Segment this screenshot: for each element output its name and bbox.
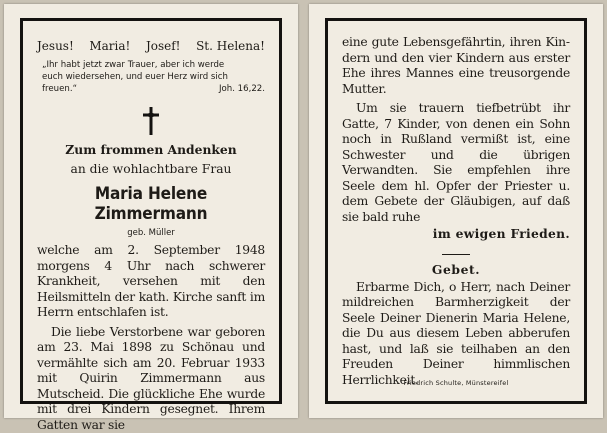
quote-line-1: „Ihr habt jetzt zwar Trauer, aber ich werde (42, 59, 265, 71)
invocation-line (37, 39, 265, 53)
deceased-name: Maria Helene Zimmermann (45, 184, 257, 224)
death-paragraph: welche am 2. September 1948 morgens 4 Uhr nach schwerer Krankheit, versehen mit den Heilsmitteln der kath. Kirche sanft im Herrn entschlafen ist. (37, 243, 265, 321)
left-page-border (20, 18, 282, 404)
biography-paragraph: Die liebe Verstorbene war geboren am 23. Mai 1898 zu Schönau und vermählte sich am 20. Februar 1933 mit Quirin Zimmermann aus Mutscheid. Die glückliche Ehe wurde mit drei Kindern gesegnet. Ihrem Gatten war sie (37, 325, 265, 433)
left-page-content (37, 39, 265, 391)
quote-reference: Joh. 16,22. (219, 83, 265, 95)
bible-quote (37, 59, 265, 95)
closing-line: im ewigen Frieden. (342, 226, 570, 242)
mourners-paragraph: Um sie trauern tiefbetrübt ihr Gatte, 7 Kinder, von denen ein Sohn noch in Rußland vermißt ist, eine Schwester und die übrigen Verwandten. Sie empfehlen ihre Seele dem hl. Opfer der Priester u. dem Gebete der Gläubigen, auf daß sie bald ruhe (342, 101, 570, 225)
invocation-josef: Josef! (146, 39, 181, 53)
invocation-helena: St. Helena! (196, 39, 265, 53)
divider (442, 254, 470, 255)
cross-icon (143, 107, 159, 135)
remembrance-heading: Zum frommen Andenken (37, 143, 265, 157)
maiden-name: geb. Müller (37, 228, 265, 239)
epithet: an die wohlachtbare Frau (37, 162, 265, 176)
invocation-maria: Maria! (89, 39, 130, 53)
prayer-title: Gebet. (342, 262, 570, 277)
quote-line-2: euch wiedersehen, und euer Herz wird sich (42, 71, 265, 83)
right-page (309, 4, 603, 418)
right-page-content (342, 35, 570, 391)
prayer-text: Erbarme Dich, o Herr, nach Deiner mildreichen Barmherzigkeit der Seele Deiner Dienerin Maria Helene, die Du aus diesem Leben abberufen hast, und laß sie teilhaben an den Freuden Deiner himmlischen Herrlichkeit. (342, 280, 570, 389)
invocation-jesus: Jesus! (37, 39, 74, 53)
printer-imprint: Friedrich Schulte, Münstereifel (342, 379, 570, 387)
right-page-border (325, 18, 587, 404)
left-page (4, 4, 298, 418)
quote-line-3-text: freuen.“ (42, 84, 77, 94)
continuation-paragraph: eine gute Lebensgefährtin, ihren Kindern und den vier Kindern aus erster Ehe ihres Mannes eine treusorgende Mutter. (342, 35, 570, 97)
quote-line-3 (42, 83, 265, 95)
